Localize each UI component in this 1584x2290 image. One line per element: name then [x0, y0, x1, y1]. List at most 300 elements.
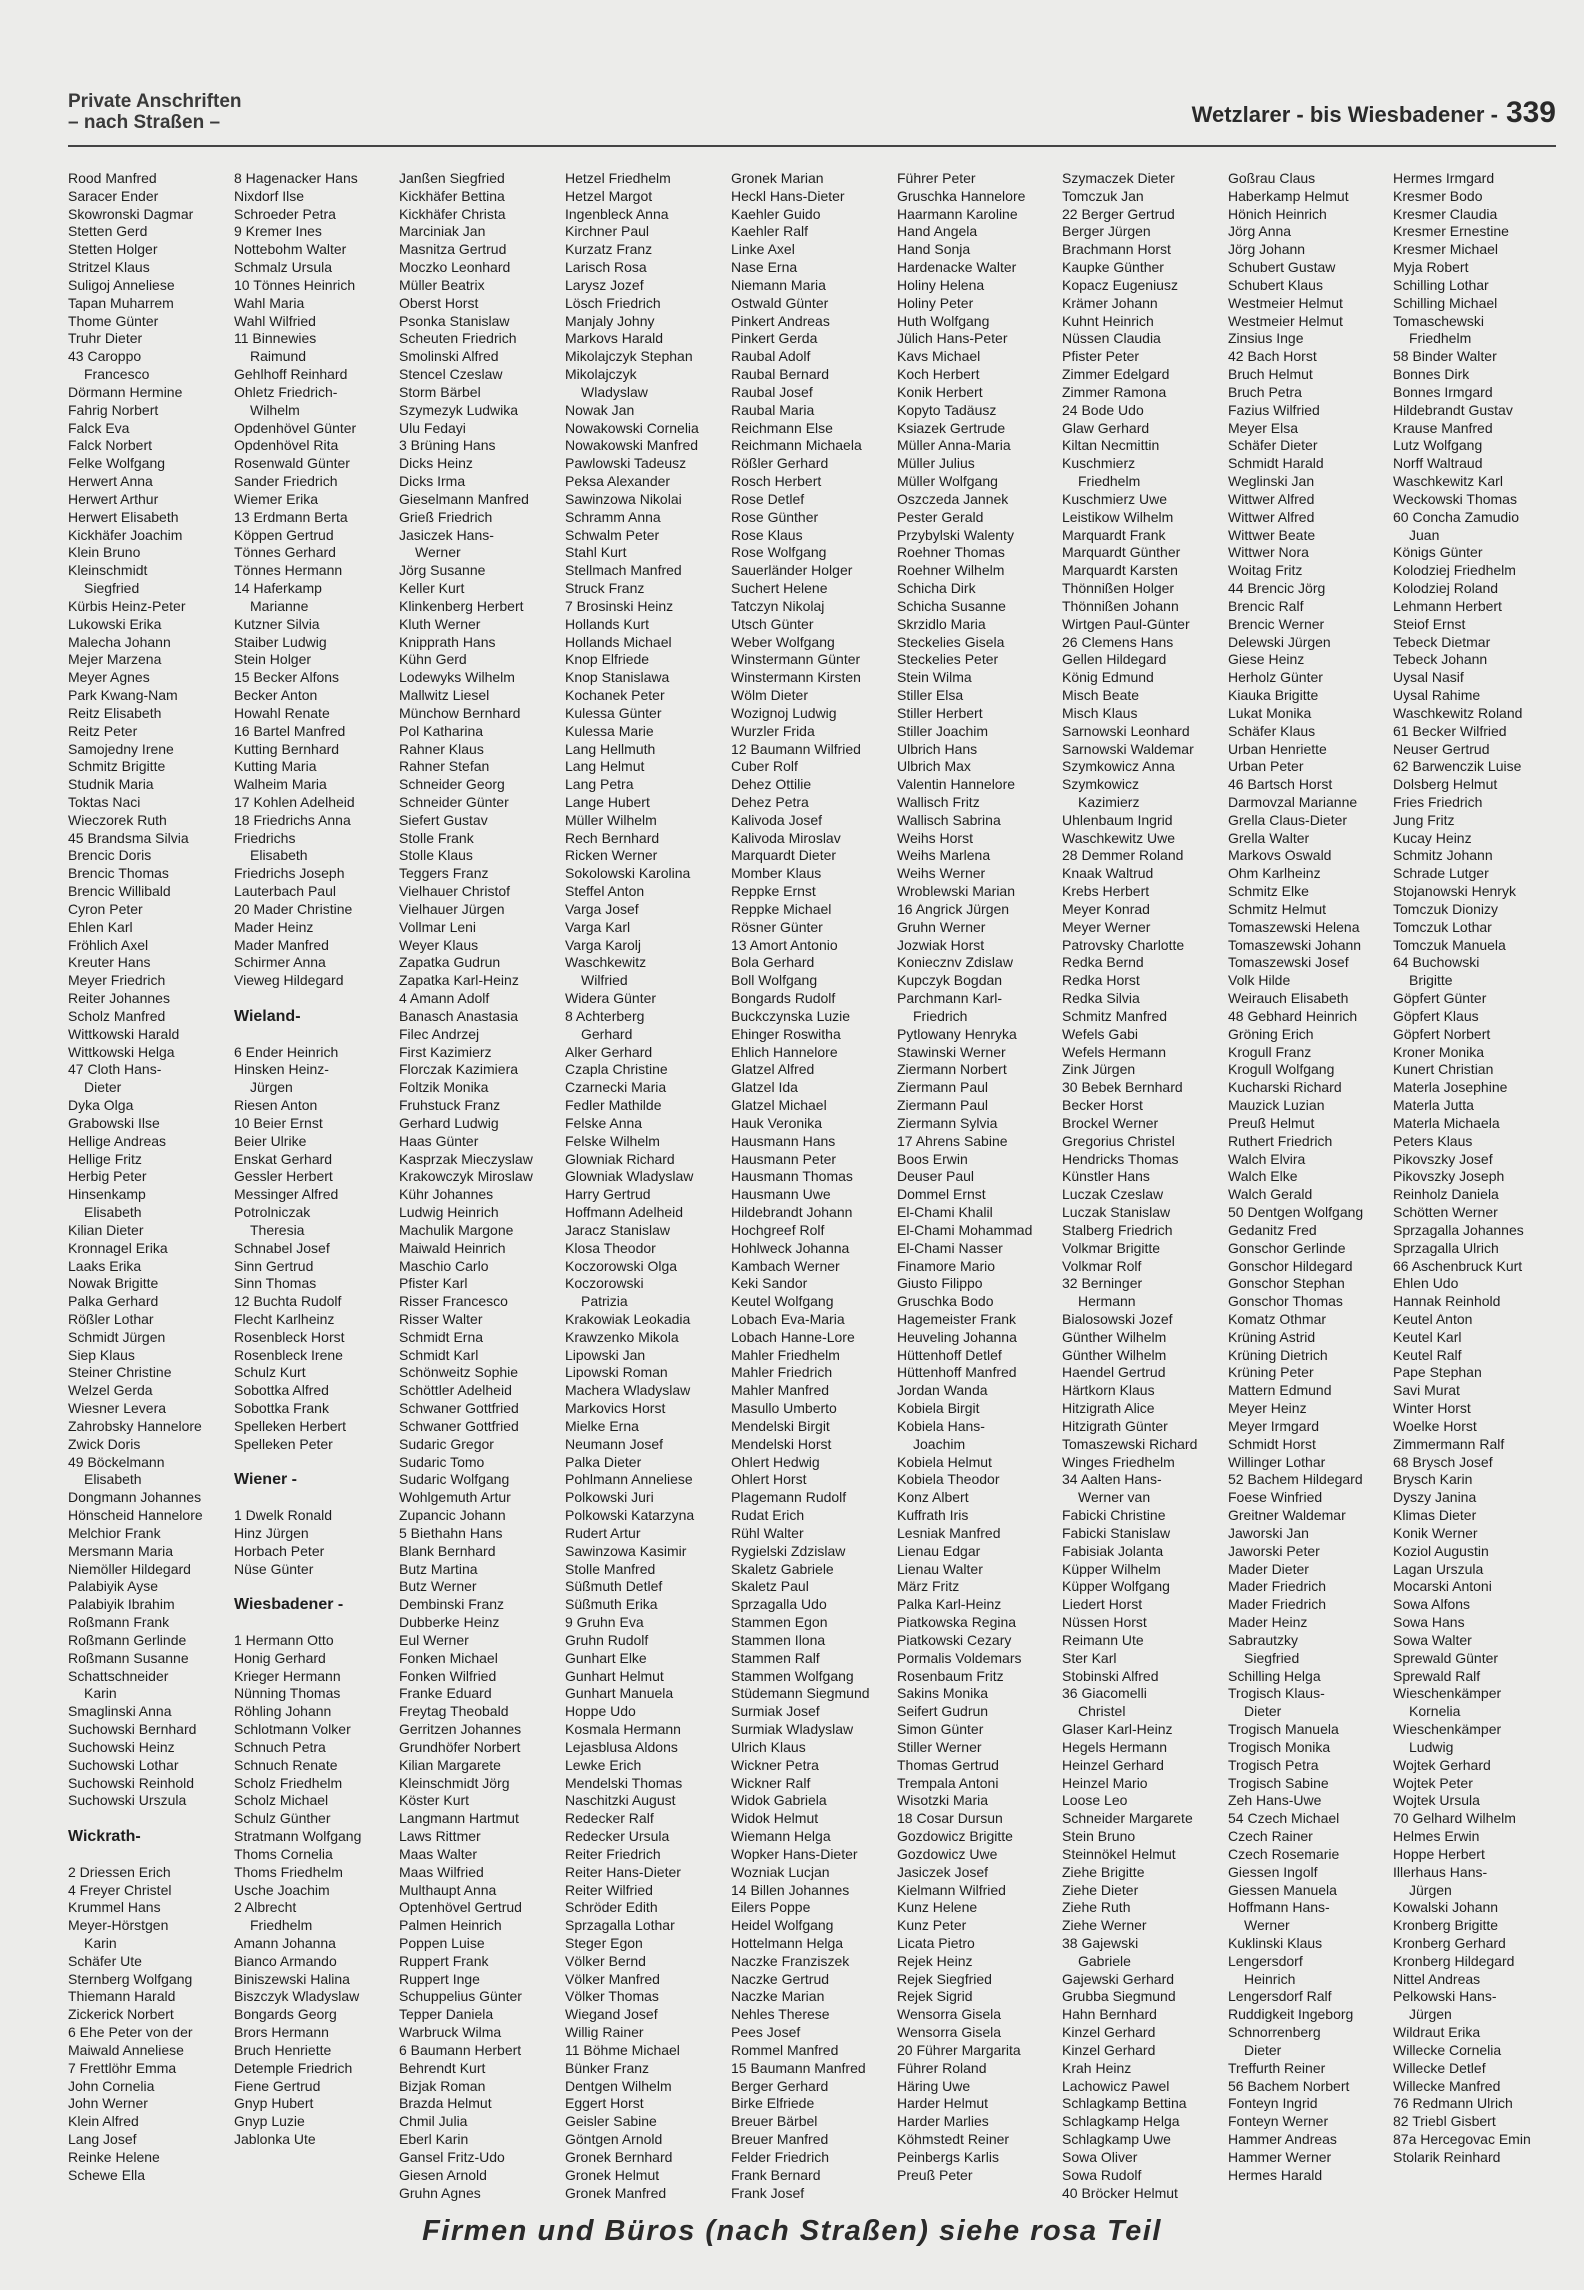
- resident-entry: Konik Herbert: [897, 383, 983, 400]
- resident-entry: Konik Werner: [1393, 1524, 1478, 1541]
- resident-entry: Kirchner Paul: [565, 223, 650, 240]
- resident-entry: Thome Günter: [68, 312, 159, 329]
- resident-entry: Kreuter Hans: [68, 954, 151, 971]
- resident-entry: Willecke Detlef: [1393, 2059, 1486, 2076]
- resident-entry: 70 Gelhard Wilhelm: [1393, 1810, 1516, 1827]
- resident-entry: Stolarik Reinhard: [1393, 2148, 1501, 2165]
- resident-entry: Fedler Mathilde: [565, 1097, 662, 1114]
- entry-continuation: Wilfried: [581, 972, 628, 989]
- resident-entry: Park Kwang-Nam: [68, 687, 178, 704]
- resident-entry: Schicha Dirk: [897, 580, 976, 597]
- resident-entry: Tomaszewski Helena: [1228, 918, 1360, 935]
- resident-entry: Schirmer Anna: [234, 954, 326, 971]
- entry-continuation: Elisabeth: [250, 847, 308, 864]
- resident-entry: Zupancic Johann: [399, 1507, 506, 1524]
- resident-entry: Kolodziej Friedhelm: [1393, 562, 1516, 579]
- resident-entry: 14 Billen Johannes: [731, 1881, 850, 1898]
- resident-entry: Gronek Manfred: [565, 2184, 667, 2201]
- resident-entry: Raubal Adolf: [731, 348, 811, 365]
- resident-entry: Tomczuk Dionizy: [1393, 900, 1499, 917]
- resident-entry: 34 Aalten Hans-: [1062, 1471, 1162, 1488]
- resident-entry: Meyer Friedrich: [68, 972, 166, 989]
- resident-entry: Pfister Karl: [399, 1275, 468, 1292]
- entry-continuation: Marianne: [250, 597, 309, 614]
- resident-entry: Dicks Heinz: [399, 455, 473, 472]
- resident-entry: Trogisch Monika: [1228, 1738, 1331, 1755]
- resident-entry: Kulessa Marie: [565, 722, 654, 739]
- entry-continuation: Hermann: [1078, 1293, 1136, 1310]
- resident-entry: Tomczuk Jan: [1062, 187, 1144, 204]
- resident-entry: Ruddigkeit Ingeborg: [1228, 2006, 1354, 2023]
- resident-entry: 17 Ahrens Sabine: [897, 1132, 1008, 1149]
- resident-entry: Pfister Peter: [1062, 348, 1140, 365]
- resident-entry: Bruch Petra: [1228, 383, 1302, 400]
- resident-entry: Lang Hellmuth: [565, 740, 656, 757]
- resident-entry: Hausmann Hans: [731, 1132, 836, 1149]
- resident-entry: Schnabel Josef: [234, 1239, 330, 1256]
- resident-entry: Kronberg Hildegard: [1393, 1952, 1515, 1969]
- resident-entry: Schmitz Brigitte: [68, 758, 166, 775]
- street-heading: Wiesbadener -: [234, 1596, 344, 1614]
- resident-entry: Vielhauer Jürgen: [399, 900, 505, 917]
- resident-entry: Rejek Sigrid: [897, 1988, 973, 2005]
- resident-entry: Gronek Marian: [731, 170, 824, 186]
- entry-continuation: Kazimierz: [1078, 793, 1140, 810]
- resident-entry: Maschio Carlo: [399, 1257, 489, 1274]
- resident-entry: Nowak Jan: [565, 401, 635, 418]
- resident-entry: Wirtgen Paul-Günter: [1062, 615, 1190, 632]
- resident-entry: Widok Gabriela: [731, 1792, 827, 1809]
- resident-entry: Mejer Marzena: [68, 651, 162, 668]
- resident-entry: Scholz Friedhelm: [234, 1774, 343, 1791]
- resident-entry: Preuß Helmut: [1228, 1114, 1315, 1131]
- directory-column: [1393, 170, 1555, 2167]
- resident-entry: Rejek Siegfried: [897, 1970, 992, 1987]
- resident-entry: Kunz Helene: [897, 1899, 978, 1916]
- resident-entry: 58 Binder Walter: [1393, 348, 1497, 365]
- entry-continuation: Raimund: [250, 348, 307, 365]
- resident-entry: Rudat Erich: [731, 1507, 805, 1524]
- resident-entry: Süßmuth Detlef: [565, 1578, 663, 1595]
- resident-entry: Wallisch Fritz: [897, 793, 980, 810]
- resident-entry: Redecker Ursula: [565, 1828, 670, 1845]
- resident-entry: Mader Heinz: [1228, 1614, 1308, 1631]
- resident-entry: Frank Bernard: [731, 2166, 821, 2183]
- resident-entry: Lobach Hanne-Lore: [731, 1328, 855, 1345]
- resident-entry: Herholz Günter: [1228, 669, 1323, 686]
- resident-entry: Wittkowski Harald: [68, 1025, 180, 1042]
- resident-entry: Schmidt Jürgen: [68, 1328, 166, 1345]
- resident-entry: Lagan Urszula: [1393, 1560, 1484, 1577]
- resident-entry: Liedert Horst: [1062, 1596, 1143, 1613]
- resident-entry: Schmitz Manfred: [1062, 1007, 1168, 1024]
- resident-entry: Machulik Margone: [399, 1221, 514, 1238]
- resident-entry: Pees Josef: [731, 2024, 801, 2041]
- resident-entry: Gozdowicz Brigitte: [897, 1828, 1013, 1845]
- resident-entry: Grubba Siegmund: [1062, 1988, 1176, 2005]
- resident-entry: Müller Wolfgang: [897, 473, 998, 490]
- resident-entry: Sakins Monika: [897, 1685, 989, 1702]
- resident-entry: Gunhart Elke: [565, 1649, 647, 1666]
- resident-entry: Knop Elfriede: [565, 651, 650, 668]
- resident-entry: Kucharski Richard: [1228, 1079, 1342, 1096]
- resident-entry: Jörg Susanne: [399, 562, 486, 579]
- resident-entry: El-Chami Khalil: [897, 1204, 993, 1221]
- resident-entry: Brencic Thomas: [68, 865, 169, 882]
- resident-entry: Hoffmann Hans-: [1228, 1899, 1330, 1916]
- resident-entry: Röhling Johann: [234, 1703, 332, 1720]
- resident-entry: Rößler Lothar: [68, 1311, 154, 1327]
- resident-entry: Heuveling Johanna: [897, 1328, 1017, 1345]
- resident-entry: Naczke Gertrud: [731, 1970, 830, 1987]
- resident-entry: Eggert Horst: [565, 2095, 644, 2112]
- resident-entry: Gregorius Christel: [1062, 1132, 1175, 1149]
- resident-entry: Dyka Olga: [68, 1097, 134, 1114]
- resident-entry: Hinsenkamp: [68, 1186, 146, 1203]
- resident-entry: Waschkewitz: [565, 954, 647, 971]
- resident-entry: Trempala Antoni: [897, 1774, 999, 1791]
- resident-entry: Birke Elfriede: [731, 2095, 815, 2112]
- resident-entry: Honig Gerhard: [234, 1649, 326, 1666]
- resident-entry: Chmil Julia: [399, 2113, 468, 2130]
- resident-entry: Pol Katharina: [399, 722, 484, 739]
- resident-entry: 13 Erdmann Berta: [234, 508, 348, 525]
- resident-entry: Sprewald Günter: [1393, 1649, 1499, 1666]
- resident-entry: Führer Roland: [897, 2059, 987, 2076]
- resident-entry: Reichmann Michaela: [731, 437, 862, 454]
- resident-entry: Suligoj Anneliese: [68, 276, 175, 293]
- resident-entry: Kresmer Michael: [1393, 241, 1499, 258]
- resident-entry: Szymezyk Ludwika: [399, 401, 519, 418]
- resident-entry: Risser Francesco: [399, 1293, 508, 1310]
- resident-entry: Zapatka Gudrun: [399, 954, 501, 971]
- resident-entry: Schneider Günter: [399, 793, 509, 810]
- resident-entry: Wefels Gabi: [1062, 1025, 1138, 1042]
- resident-entry: Jordan Wanda: [897, 1382, 988, 1399]
- resident-entry: Reppke Michael: [731, 900, 832, 917]
- resident-entry: Wiemann Helga: [731, 1828, 831, 1845]
- resident-entry: Hardenacke Walter: [897, 259, 1017, 276]
- resident-entry: Ohletz Friedrich-: [234, 383, 338, 400]
- resident-entry: Köppen Gertrud: [234, 526, 334, 543]
- resident-entry: Kobiela Birgit: [897, 1400, 980, 1417]
- resident-entry: Biszczyk Wladyslaw: [234, 1988, 360, 2005]
- resident-entry: Bongards Rudolf: [731, 990, 836, 1007]
- resident-entry: Widok Helmut: [731, 1810, 819, 1827]
- resident-entry: Münchow Bernhard: [399, 704, 521, 721]
- resident-entry: 8 Achterberg: [565, 1007, 645, 1024]
- resident-entry: Nittel Andreas: [1393, 1970, 1481, 1987]
- resident-entry: Foltzik Monika: [399, 1079, 489, 1096]
- resident-entry: Brockel Werner: [1062, 1114, 1159, 1131]
- resident-entry: Nüssen Horst: [1062, 1614, 1147, 1631]
- resident-entry: Schilling Michael: [1393, 294, 1498, 311]
- resident-entry: Treffurth Reiner: [1228, 2059, 1326, 2076]
- resident-entry: Ludwig Heinrich: [399, 1204, 499, 1221]
- resident-entry: 2 Driessen Erich: [68, 1863, 171, 1880]
- resident-entry: Weirauch Elisabeth: [1228, 990, 1349, 1007]
- resident-entry: Larysz Jozef: [565, 276, 644, 293]
- resident-entry: König Edmund: [1062, 669, 1154, 686]
- resident-entry: Marciniak Jan: [399, 223, 486, 240]
- resident-entry: Kuffrath Iris: [897, 1507, 969, 1524]
- resident-entry: Reiter Johannes: [68, 990, 170, 1007]
- resident-entry: Dicks Irma: [399, 473, 466, 490]
- resident-entry: Mattern Edmund: [1228, 1382, 1332, 1399]
- resident-entry: Schwalm Peter: [565, 526, 660, 543]
- resident-entry: Kroner Monika: [1393, 1043, 1485, 1060]
- resident-entry: Brysch Karin: [1393, 1471, 1473, 1488]
- resident-entry: Greitner Waldemar: [1228, 1507, 1346, 1524]
- resident-entry: Malecha Johann: [68, 633, 171, 650]
- resident-entry: Przybylski Walenty: [897, 526, 1014, 543]
- resident-entry: Darmovzal Marianne: [1228, 793, 1358, 810]
- resident-entry: 15 Becker Alfons: [234, 669, 340, 686]
- resident-entry: Pinkert Gerda: [731, 330, 818, 347]
- resident-entry: Sander Friedrich: [234, 473, 338, 490]
- entry-continuation: Wilhelm: [250, 401, 300, 418]
- resident-entry: Wozignoj Ludwig: [731, 704, 837, 721]
- resident-entry: Kleinschmidt: [68, 562, 148, 579]
- resident-entry: Kutting Maria: [234, 758, 317, 775]
- resident-entry: Willecke Manfred: [1393, 2077, 1501, 2094]
- resident-entry: Krüning Dietrich: [1228, 1346, 1328, 1363]
- resident-entry: Bonnes Dirk: [1393, 366, 1470, 383]
- resident-entry: Kosmala Hermann: [565, 1721, 681, 1738]
- resident-entry: Künstler Hans: [1062, 1168, 1150, 1185]
- resident-entry: Oszczeda Jannek: [897, 490, 1009, 507]
- entry-continuation: Brigitte: [1409, 972, 1453, 989]
- resident-entry: Goßrau Claus: [1228, 170, 1316, 186]
- resident-entry: Fazius Wilfried: [1228, 401, 1320, 418]
- resident-entry: Klein Alfred: [68, 2113, 139, 2130]
- resident-entry: Urban Henriette: [1228, 740, 1327, 757]
- resident-entry: Fonken Wilfried: [399, 1667, 497, 1684]
- resident-entry: Ehlich Hannelore: [731, 1043, 838, 1060]
- resident-entry: Patrovsky Charlotte: [1062, 936, 1185, 953]
- resident-entry: Schlagkamp Helga: [1062, 2113, 1180, 2130]
- resident-entry: Schulz Kurt: [234, 1364, 306, 1381]
- spacer: [234, 1489, 396, 1507]
- resident-entry: Klein Bruno: [68, 544, 141, 561]
- resident-entry: Herwert Anna: [68, 473, 153, 490]
- resident-entry: Wiegand Josef: [565, 2006, 658, 2023]
- entry-continuation: Francesco: [84, 366, 150, 383]
- resident-entry: Giesen Arnold: [399, 2166, 487, 2183]
- resident-entry: Leistikow Wilhelm: [1062, 508, 1174, 525]
- resident-entry: Kronberg Brigitte: [1393, 1917, 1499, 1934]
- resident-entry: Risser Walter: [399, 1311, 483, 1327]
- resident-entry: 22 Berger Gertrud: [1062, 205, 1175, 222]
- resident-entry: Lukowski Erika: [68, 615, 162, 632]
- resident-entry: Saracer Ender: [68, 187, 159, 204]
- resident-entry: Glaser Karl-Heinz: [1062, 1721, 1173, 1738]
- resident-entry: Kluth Werner: [399, 615, 481, 632]
- entry-continuation: Siegfried: [84, 580, 140, 597]
- resident-entry: Geisler Sabine: [565, 2113, 657, 2130]
- resident-entry: Jaworski Jan: [1228, 1524, 1309, 1541]
- resident-entry: Führer Peter: [897, 170, 976, 186]
- resident-entry: Zink Jürgen: [1062, 1061, 1136, 1078]
- resident-entry: Opdenhövel Günter: [234, 419, 357, 436]
- resident-entry: Walch Elvira: [1228, 1150, 1306, 1167]
- resident-entry: Thoms Friedhelm: [234, 1863, 343, 1880]
- resident-entry: Kavs Michael: [897, 348, 981, 365]
- resident-entry: Walheim Maria: [234, 776, 327, 793]
- resident-entry: Eul Werner: [399, 1631, 469, 1648]
- resident-entry: Piatkowska Regina: [897, 1614, 1017, 1631]
- resident-entry: Gansel Fritz-Udo: [399, 2148, 505, 2165]
- resident-entry: Göpfert Klaus: [1393, 1007, 1479, 1024]
- resident-entry: Lesniak Manfred: [897, 1524, 1001, 1541]
- resident-entry: Valentin Hannelore: [897, 776, 1016, 793]
- resident-entry: Sokolowski Karolina: [565, 865, 691, 882]
- resident-entry: Szymaczek Dieter: [1062, 170, 1175, 186]
- resident-entry: Piatkowski Cezary: [897, 1631, 1012, 1648]
- resident-entry: Krieger Hermann: [234, 1667, 341, 1684]
- resident-entry: Klosa Theodor: [565, 1239, 656, 1256]
- resident-entry: Preuß Peter: [897, 2166, 973, 2183]
- resident-entry: Sprewald Ralf: [1393, 1667, 1481, 1684]
- resident-entry: Gehlhoff Reinhard: [234, 366, 348, 383]
- resident-entry: Ruppert Frank: [399, 1952, 489, 1969]
- directory-column: [1228, 170, 1390, 2185]
- resident-entry: Wittwer Beate: [1228, 526, 1316, 543]
- resident-entry: Stein Bruno: [1062, 1828, 1136, 1845]
- resident-entry: Hitzigrath Günter: [1062, 1417, 1168, 1434]
- resident-entry: Sudaric Tomo: [399, 1453, 485, 1470]
- resident-entry: Flecht Karlheinz: [234, 1311, 335, 1327]
- resident-entry: Dehez Petra: [731, 793, 809, 810]
- resident-entry: Roehner Wilhelm: [897, 562, 1005, 579]
- resident-entry: Wittwer Nora: [1228, 544, 1309, 561]
- resident-entry: Fonteyn Werner: [1228, 2113, 1329, 2130]
- resident-entry: Gronek Bernhard: [565, 2148, 673, 2165]
- resident-entry: Sternberg Wolfgang: [68, 1970, 193, 1987]
- resident-entry: Roßmann Susanne: [68, 1649, 189, 1666]
- resident-entry: Varga Josef: [565, 900, 639, 917]
- resident-entry: Dommel Ernst: [897, 1186, 986, 1203]
- resident-entry: Ksiazek Gertrude: [897, 419, 1006, 436]
- resident-entry: Lienau Walter: [897, 1560, 983, 1577]
- resident-entry: Redka Horst: [1062, 972, 1140, 989]
- resident-entry: John Cornelia: [68, 2077, 155, 2094]
- resident-entry: Mader Manfred: [234, 936, 329, 953]
- resident-entry: 4 Amann Adolf: [399, 990, 490, 1007]
- resident-entry: Cuber Rolf: [731, 758, 798, 775]
- resident-entry: Savi Murat: [1393, 1382, 1460, 1399]
- resident-entry: Tomaszewski Josef: [1228, 954, 1349, 971]
- resident-entry: Hetzel Friedhelm: [565, 170, 671, 186]
- resident-entry: Gruschka Bodo: [897, 1293, 994, 1310]
- resident-entry: Stahl Kurt: [565, 544, 627, 561]
- resident-entry: Suchowski Reinhold: [68, 1774, 195, 1791]
- resident-entry: Horbach Peter: [234, 1542, 325, 1559]
- resident-entry: Materla Michaela: [1393, 1114, 1500, 1131]
- resident-entry: Stammen Wolfgang: [731, 1667, 854, 1684]
- resident-entry: Tomczuk Manuela: [1393, 936, 1506, 953]
- resident-entry: Psonka Stanislaw: [399, 312, 510, 329]
- resident-entry: Nünning Thomas: [234, 1685, 341, 1702]
- resident-entry: Niemann Maria: [731, 276, 826, 293]
- resident-entry: Müller Wilhelm: [565, 811, 657, 828]
- resident-entry: Oberst Horst: [399, 294, 479, 311]
- resident-entry: Volkmar Brigitte: [1062, 1239, 1161, 1256]
- resident-entry: Poppen Luise: [399, 1934, 485, 1951]
- entry-continuation: Jürgen: [250, 1079, 293, 1096]
- resident-entry: Redecker Ralf: [565, 1810, 654, 1827]
- resident-entry: Bola Gerhard: [731, 954, 815, 971]
- resident-entry: Nowak Brigitte: [68, 1275, 159, 1292]
- directory-column: [731, 170, 893, 2202]
- resident-entry: 13 Amort Antonio: [731, 936, 838, 953]
- resident-entry: Hüttenhoff Manfred: [897, 1364, 1017, 1381]
- resident-entry: Dembinski Franz: [399, 1596, 505, 1613]
- resident-entry: Schlagkamp Bettina: [1062, 2095, 1187, 2112]
- resident-entry: Fonteyn Ingrid: [1228, 2095, 1318, 2112]
- resident-entry: Kambach Werner: [731, 1257, 840, 1274]
- resident-entry: Schicha Susanne: [897, 597, 1006, 614]
- resident-entry: Rosenbleck Horst: [234, 1328, 345, 1345]
- resident-entry: Jaracz Stanislaw: [565, 1221, 671, 1238]
- resident-entry: Kresmer Bodo: [1393, 187, 1483, 204]
- directory-column: [1062, 170, 1224, 2202]
- resident-entry: Stolle Klaus: [399, 847, 473, 864]
- resident-entry: Rudert Artur: [565, 1524, 641, 1541]
- resident-entry: Palka Karl-Heinz: [897, 1596, 1002, 1613]
- resident-entry: Heidel Wolfgang: [731, 1917, 834, 1934]
- resident-entry: Reitz Peter: [68, 722, 138, 739]
- resident-entry: Samojedny Irene: [68, 740, 174, 757]
- resident-entry: Sowa Alfons: [1393, 1596, 1471, 1613]
- resident-entry: Pohlmann Anneliese: [565, 1471, 693, 1488]
- resident-entry: Jasiczek Hans-: [399, 526, 494, 543]
- resident-entry: Fabicki Christine: [1062, 1507, 1166, 1524]
- resident-entry: Maas Wilfried: [399, 1863, 484, 1880]
- resident-entry: Krawzenko Mikola: [565, 1328, 679, 1345]
- resident-entry: Mader Friedrich: [1228, 1578, 1327, 1595]
- resident-entry: Tepper Daniela: [399, 2006, 494, 2023]
- resident-entry: Hammer Werner: [1228, 2148, 1332, 2165]
- resident-entry: Wohlgemuth Artur: [399, 1489, 511, 1506]
- resident-entry: Keutel Wolfgang: [731, 1293, 834, 1310]
- resident-entry: Truhr Dieter: [68, 330, 143, 347]
- resident-entry: Hüttenhoff Detlef: [897, 1346, 1002, 1363]
- resident-entry: Mocarski Antoni: [1393, 1578, 1492, 1595]
- resident-entry: Enskat Gerhard: [234, 1150, 333, 1167]
- resident-entry: Sarnowski Waldemar: [1062, 740, 1194, 757]
- resident-entry: Friedrichs Joseph: [234, 865, 345, 882]
- resident-entry: 15 Baumann Manfred: [731, 2059, 866, 2076]
- spacer: [234, 1454, 396, 1472]
- resident-entry: Winstermann Günter: [731, 651, 861, 668]
- resident-entry: 68 Brysch Josef: [1393, 1453, 1493, 1470]
- resident-entry: Peksa Alexander: [565, 473, 671, 490]
- resident-entry: Kiltan Necmittin: [1062, 437, 1160, 454]
- resident-entry: Stammen Ralf: [731, 1649, 820, 1666]
- resident-entry: Reppke Ernst: [731, 883, 816, 900]
- resident-entry: Kickhäfer Bettina: [399, 187, 505, 204]
- resident-entry: Materla Josephine: [1393, 1079, 1508, 1096]
- resident-entry: Simon Günter: [897, 1721, 984, 1738]
- resident-entry: Holiny Helena: [897, 276, 985, 293]
- resident-entry: Ulbrich Max: [897, 758, 971, 775]
- entry-continuation: Joachim: [913, 1435, 966, 1452]
- resident-entry: Wisotzki Maria: [897, 1792, 989, 1809]
- resident-entry: Nase Erna: [731, 259, 798, 276]
- entry-continuation: Jürgen: [1409, 1881, 1452, 1898]
- resident-entry: Biniszewski Halina: [234, 1970, 350, 1987]
